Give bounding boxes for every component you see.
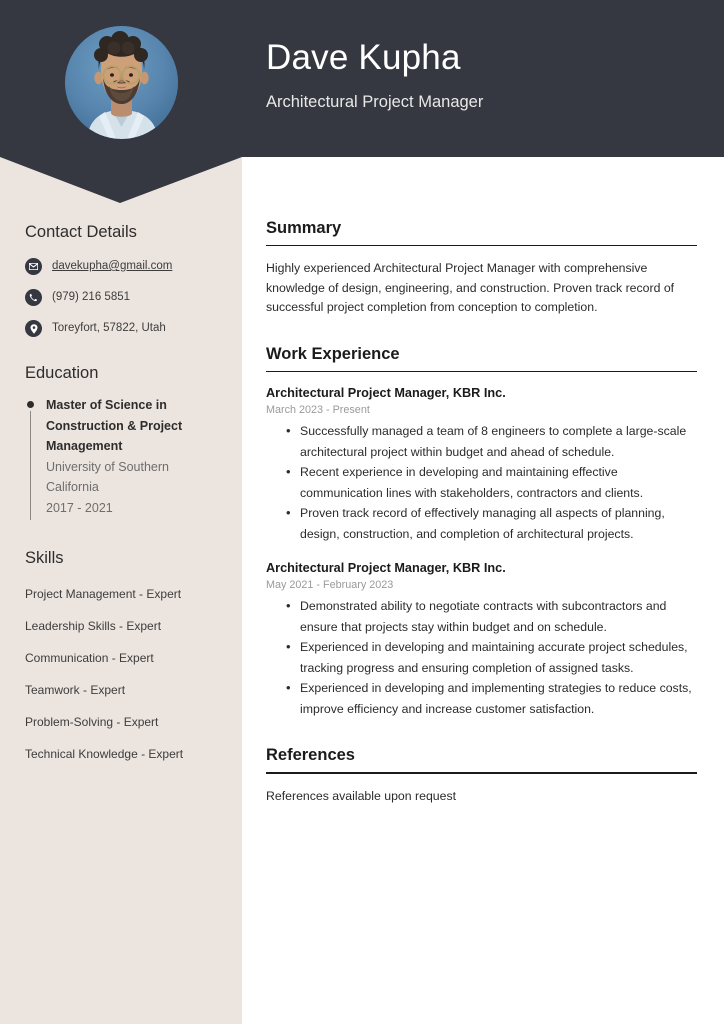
job-bullet: • Experienced in developing and implementing strategies to reduce costs, improve efficiency and increase customer satisfaction. bbox=[300, 678, 697, 719]
summary-section bbox=[266, 218, 697, 318]
contact-location-text: Toreyfort, 57822, Utah bbox=[52, 322, 166, 334]
references-heading: References bbox=[266, 746, 355, 765]
skill-item: Project Management - Expert bbox=[25, 587, 182, 601]
timeline-line bbox=[30, 411, 31, 520]
references-text: References available upon request bbox=[266, 788, 457, 803]
education-degree: Master of Science in Construction & Project Management bbox=[46, 398, 183, 453]
contact-details-section bbox=[25, 222, 225, 337]
education-section bbox=[25, 363, 225, 518]
summary-text: Highly experienced Architectural Project Manager with comprehensive knowledge of design, engineering, and construction. Proven track record of successful project completion from conception to completion. bbox=[266, 261, 675, 315]
education-item bbox=[25, 395, 225, 518]
job-bullet-list bbox=[266, 596, 697, 719]
job-dates: May 2021 - February 2023 bbox=[266, 579, 394, 592]
education-dates: 2017 - 2021 bbox=[46, 500, 113, 515]
sidebar-content bbox=[25, 222, 225, 788]
summary-heading: Summary bbox=[266, 219, 342, 237]
contact-email-text[interactable]: davekupha@gmail.com bbox=[52, 260, 173, 272]
skill-item: Technical Knowledge - Expert bbox=[25, 747, 184, 761]
location-pin-icon bbox=[25, 320, 42, 337]
job-bullet-list bbox=[266, 421, 697, 544]
education-heading: Education bbox=[25, 364, 99, 382]
header-text-block bbox=[266, 36, 696, 113]
summary-divider bbox=[266, 245, 697, 246]
envelope-icon bbox=[25, 258, 42, 275]
skills-section bbox=[25, 548, 225, 762]
portrait-photo-icon bbox=[65, 26, 178, 139]
job-bullet: • Recent experience in developing and maintaining effective communication lines with stakeholders, contractors and clients. bbox=[300, 462, 697, 503]
avatar bbox=[65, 26, 178, 139]
education-list bbox=[25, 395, 225, 518]
skill-item: Teamwork - Expert bbox=[25, 683, 126, 697]
work-experience-section bbox=[266, 344, 697, 719]
education-school: University of Southern California bbox=[46, 459, 169, 494]
job-title-subtitle: Architectural Project Manager bbox=[266, 93, 484, 111]
job-title: Architectural Project Manager, KBR Inc. bbox=[266, 386, 506, 401]
skill-item: Communication - Expert bbox=[25, 651, 154, 665]
references-divider bbox=[266, 772, 697, 773]
contact-phone-text: (979) 216 5851 bbox=[52, 291, 131, 303]
references-section bbox=[266, 745, 697, 806]
job-entry bbox=[266, 560, 697, 719]
page-title: Dave Kupha bbox=[266, 38, 461, 77]
job-bullet: • Demonstrated ability to negotiate contracts with subcontractors and ensure that projects stay within budget and on schedule. bbox=[300, 596, 697, 637]
job-title: Architectural Project Manager, KBR Inc. bbox=[266, 561, 506, 576]
contact-row-location bbox=[25, 320, 225, 337]
job-bullet: • Proven track record of effectively managing all aspects of planning, design, construction, and completion of architectural projects. bbox=[300, 503, 697, 544]
skill-item: Problem-Solving - Expert bbox=[25, 715, 159, 729]
job-bullet: • Successfully managed a team of 8 engineers to complete a large-scale architectural project within budget and ahead of schedule. bbox=[300, 421, 697, 462]
contact-row-phone[interactable] bbox=[25, 289, 225, 306]
timeline-dot-icon bbox=[27, 401, 34, 408]
job-entry bbox=[266, 385, 697, 544]
job-bullet: • Experienced in developing and maintaining accurate project schedules, tracking progress and ensuring completion of assigned tasks. bbox=[300, 637, 697, 678]
job-dates: March 2023 - Present bbox=[266, 404, 370, 417]
contact-row-email[interactable] bbox=[25, 258, 225, 275]
work-experience-divider bbox=[266, 371, 697, 372]
work-experience-heading: Work Experience bbox=[266, 344, 400, 363]
phone-icon bbox=[25, 289, 42, 306]
contact-details-heading: Contact Details bbox=[25, 223, 137, 241]
skill-item: Leadership Skills - Expert bbox=[25, 619, 162, 633]
skills-heading: Skills bbox=[25, 549, 64, 567]
main-content bbox=[266, 218, 697, 832]
